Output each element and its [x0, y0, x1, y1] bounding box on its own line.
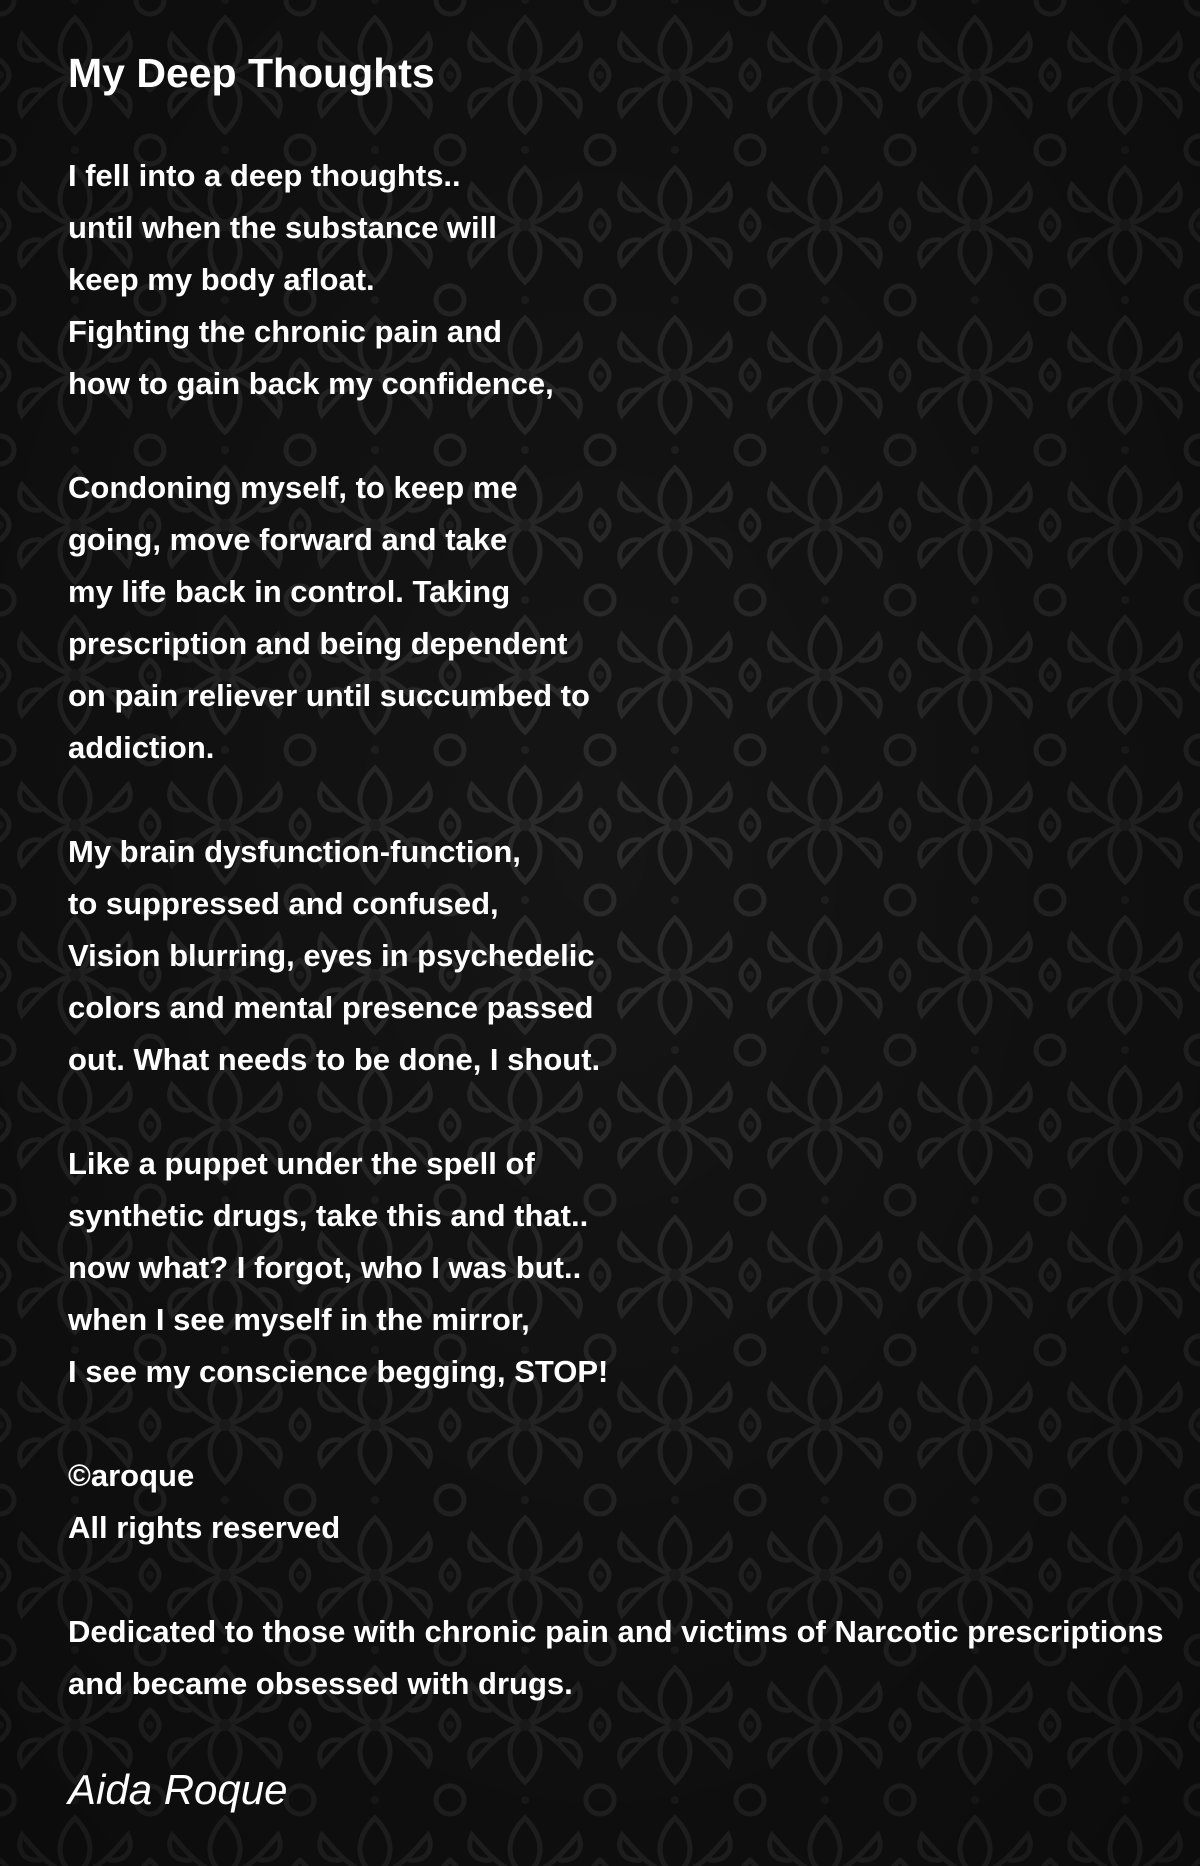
copyright-notice	[68, 1450, 1200, 1554]
poem-line: my life back in control. Taking	[68, 574, 511, 609]
poem-stanza	[68, 826, 1200, 1086]
poem-line: until when the substance will	[68, 210, 497, 245]
dedication-line: and became obsessed with drugs.	[68, 1666, 573, 1701]
poem-line: Condoning myself, to keep me	[68, 470, 518, 505]
poem-line: I see my conscience begging, STOP!	[68, 1354, 609, 1389]
poem-line: prescription and being dependent	[68, 626, 568, 661]
poem-line: My brain dysfunction-function,	[68, 834, 521, 869]
poem-line: addiction.	[68, 730, 215, 765]
poem-author: Aida Roque	[68, 1766, 288, 1813]
dedication	[68, 1606, 1200, 1710]
poem-line: Vision blurring, eyes in psychedelic	[68, 938, 595, 973]
poem-line: Like a puppet under the spell of	[68, 1146, 535, 1181]
poem-line: keep my body afloat.	[68, 262, 375, 297]
copyright-line: ©aroque	[68, 1458, 195, 1493]
poem-stanza	[68, 1138, 1200, 1398]
poem-line: when I see myself in the mirror,	[68, 1302, 530, 1337]
poem-line: how to gain back my confidence,	[68, 366, 554, 401]
poem-line: going, move forward and take	[68, 522, 508, 557]
rights-reserved-line: All rights reserved	[68, 1510, 341, 1545]
dedication-line: Dedicated to those with chronic pain and victims of Narcotic prescriptions	[68, 1614, 1164, 1649]
poem-stanza	[68, 462, 1200, 774]
poem-line: to suppressed and confused,	[68, 886, 499, 921]
poem-line: Fighting the chronic pain and	[68, 314, 502, 349]
poem-stanza	[68, 150, 1200, 410]
poem-title: My Deep Thoughts	[68, 50, 435, 96]
poem-line: synthetic drugs, take this and that..	[68, 1198, 589, 1233]
poem-line: on pain reliever until succumbed to	[68, 678, 590, 713]
poem-line: I fell into a deep thoughts..	[68, 158, 461, 193]
poem-body	[68, 150, 1200, 1762]
poem-line: colors and mental presence passed	[68, 990, 594, 1025]
poem-line: out. What needs to be done, I shout.	[68, 1042, 601, 1077]
poem-line: now what? I forgot, who I was but..	[68, 1250, 582, 1285]
